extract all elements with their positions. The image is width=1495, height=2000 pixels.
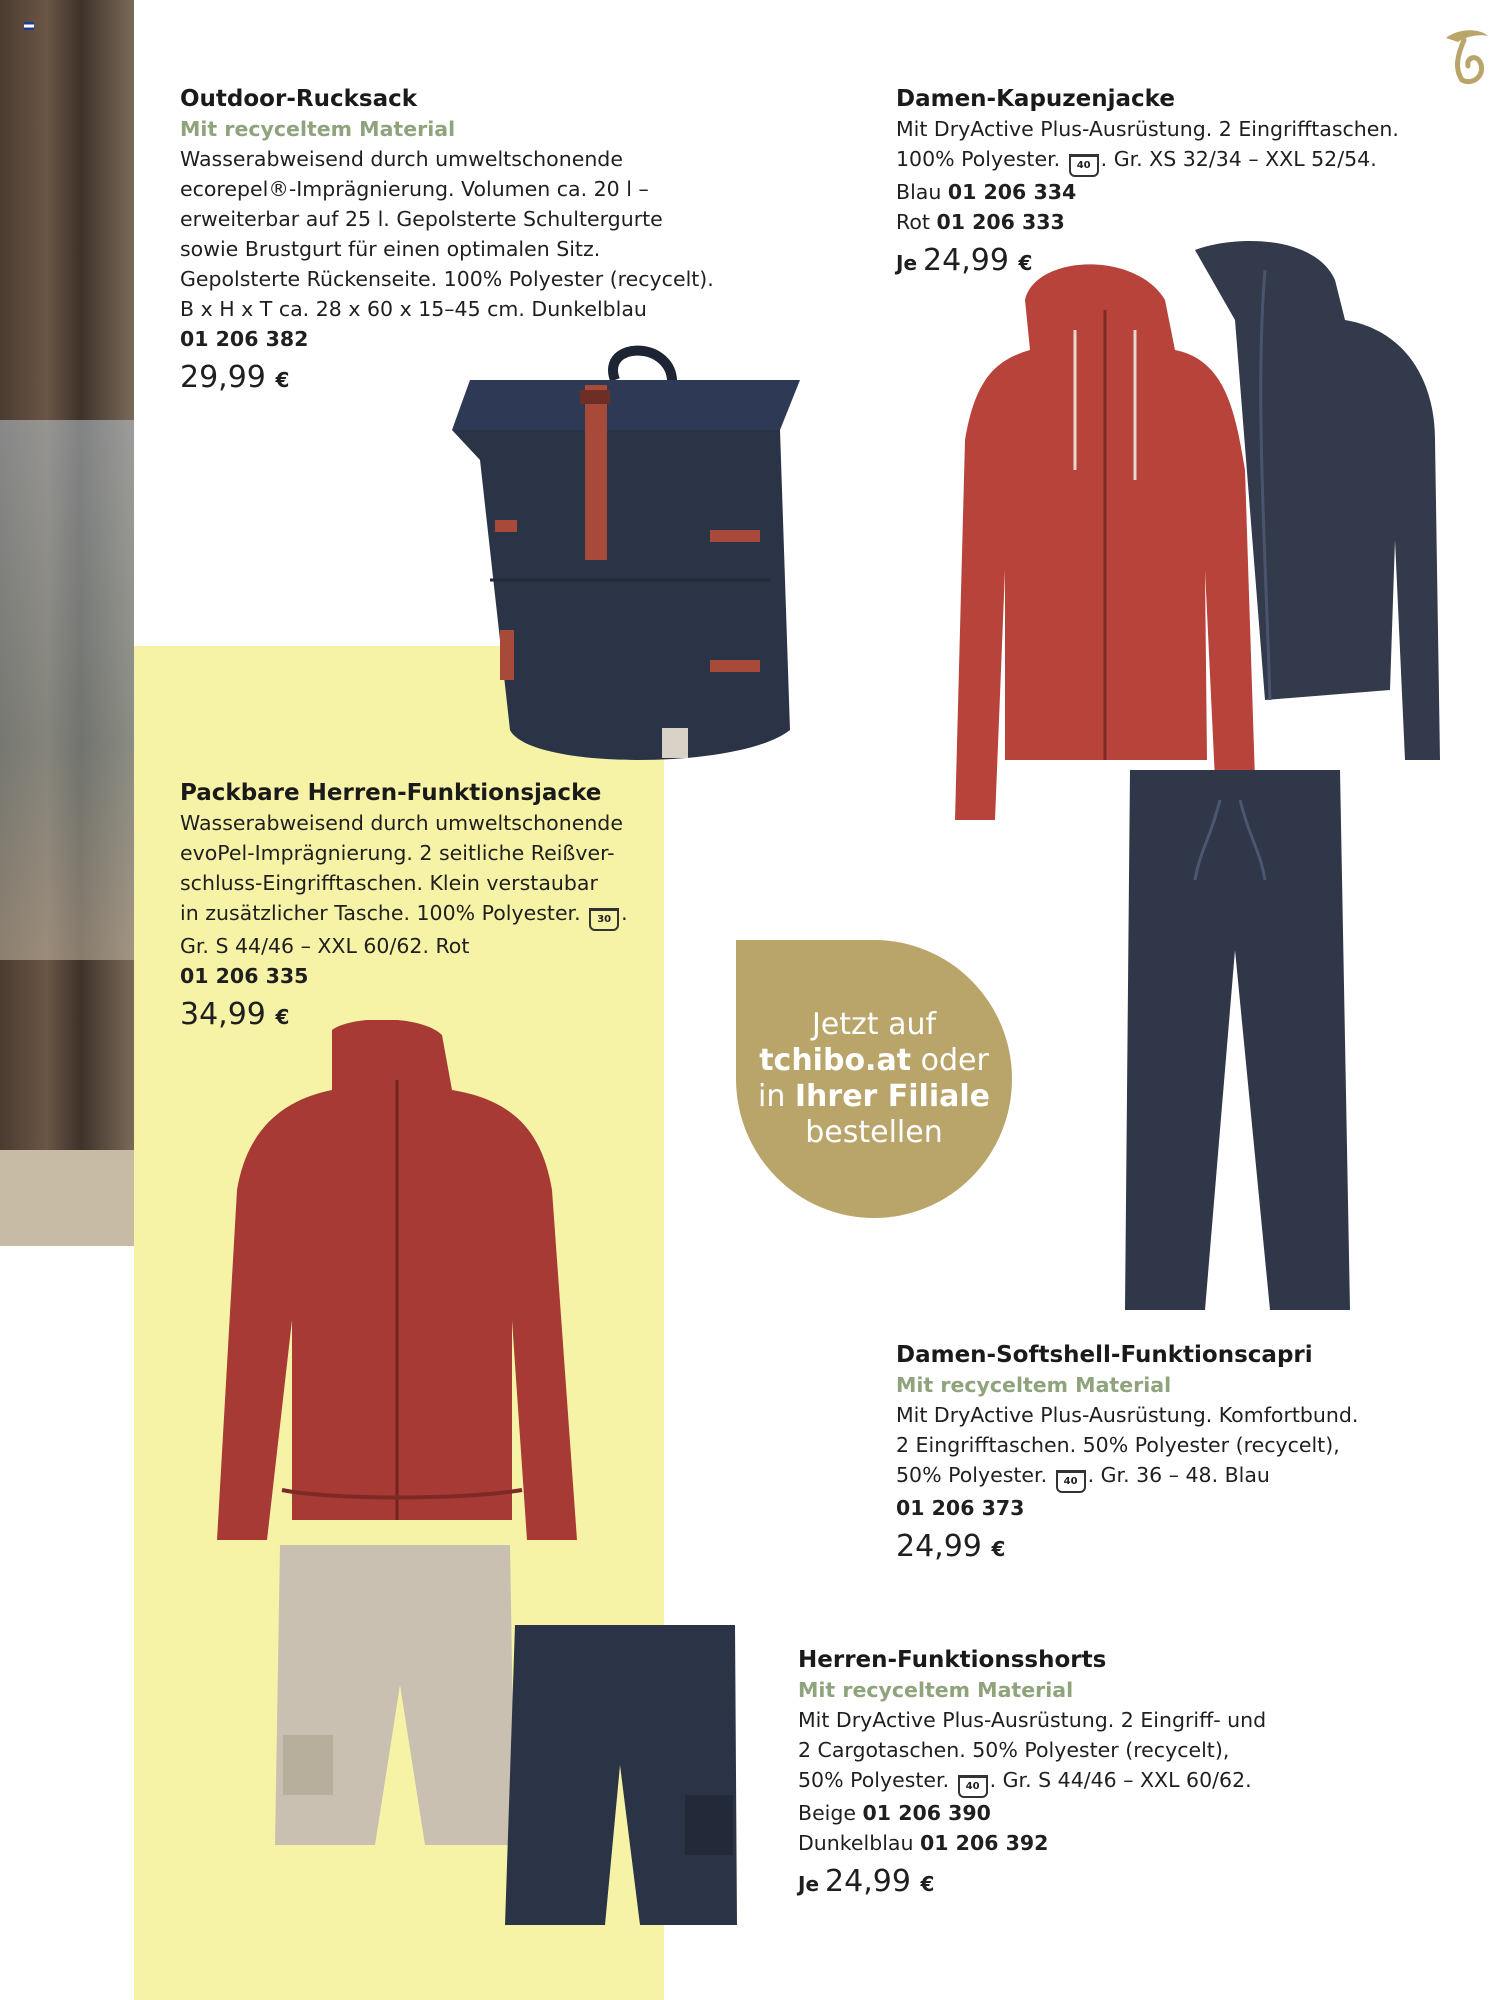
price: Je 24,99 € — [896, 243, 1033, 278]
promo-order-badge: Jetzt auf tchibo.at oder in Ihrer Filiale bestellen — [736, 940, 1012, 1218]
description-line: B x H x T ca. 28 x 60 x 15–45 cm. Dunkelblau — [180, 297, 647, 321]
description-line: erweiterbar auf 25 l. Gepolsterte Schultergurte — [180, 207, 663, 231]
product-title: Herren-Funktionsshorts — [798, 1647, 1107, 1673]
price: 24,99 € — [896, 1529, 1006, 1564]
description-line: ecorepel®-Imprägnierung. Volumen ca. 20 l – — [180, 177, 649, 201]
hoodie-image — [935, 240, 1445, 830]
mensjacket-info — [180, 778, 660, 1037]
article-number: 01 206 382 — [180, 327, 309, 351]
flag-icon — [24, 22, 34, 30]
recycled-label: Mit recyceltem Material — [896, 1373, 1172, 1397]
description-line: 100% Polyester. 40 . Gr. XS 32/34 – XXL 52/54. — [896, 144, 1476, 177]
capri-pants-image — [1110, 770, 1350, 1315]
variant-beige: Beige 01 206 390 — [798, 1801, 991, 1825]
recycled-label: Mit recyceltem Material — [798, 1678, 1074, 1702]
recycled-label: Mit recyceltem Material — [180, 117, 456, 141]
article-number: 01 206 373 — [896, 1496, 1025, 1520]
description-line: sowie Brustgurt für einen optimalen Sitz. — [180, 237, 601, 261]
description-line: evoPel-Imprägnierung. 2 seitliche Reißver- — [180, 841, 615, 865]
description-line: 50% Polyester. 40 . Gr. S 44/46 – XXL 60/62. — [798, 1765, 1458, 1798]
price: 34,99 € — [180, 997, 290, 1032]
product-title: Damen-Softshell-Funktionscapri — [896, 1342, 1313, 1368]
description-line: 2 Cargotaschen. 50% Polyester (recycelt), — [798, 1738, 1230, 1762]
variant-blue: Blau 01 206 334 — [896, 180, 1077, 204]
wash-30-icon: 30 — [589, 908, 619, 931]
product-title: Packbare Herren-Funktionsjacke — [180, 780, 602, 806]
description-line: Mit DryActive Plus-Ausrüstung. Komfortbund. — [896, 1403, 1359, 1427]
description-line: Gepolsterte Rückenseite. 100% Polyester (recycelt). — [180, 267, 714, 291]
shorts-image — [275, 1545, 745, 1925]
description-line: schluss-Eingrifftaschen. Klein verstaubar — [180, 871, 598, 895]
description-line: Mit DryActive Plus-Ausrüstung. 2 Eingriff- und — [798, 1708, 1267, 1732]
description-line: in zusätzlicher Tasche. 100% Polyester. 30 . — [180, 898, 660, 931]
description-line: Wasserabweisend durch umweltschonende — [180, 147, 623, 171]
variant-red: Rot 01 206 333 — [896, 210, 1065, 234]
shorts-info — [798, 1645, 1458, 1904]
wash-40-icon: 40 — [1069, 154, 1099, 177]
description-line: Gr. S 44/46 – XXL 60/62. Rot — [180, 934, 470, 958]
description-line: Mit DryActive Plus-Ausrüstung. 2 Eingrifftaschen. — [896, 117, 1399, 141]
price: Je 24,99 € — [798, 1864, 935, 1899]
product-title: Outdoor-Rucksack — [180, 86, 418, 112]
mens-jacket-image — [212, 1020, 582, 1550]
variant-darkblue: Dunkelblau 01 206 392 — [798, 1831, 1049, 1855]
article-number: 01 206 335 — [180, 964, 309, 988]
description-line: 2 Eingrifftaschen. 50% Polyester (recycelt), — [896, 1433, 1340, 1457]
capri-info — [896, 1340, 1476, 1569]
backpack-image — [440, 340, 810, 780]
description-line: 50% Polyester. 40 . Gr. 36 – 48. Blau — [896, 1460, 1476, 1493]
description-line: Wasserabweisend durch umweltschonende — [180, 811, 623, 835]
wash-40-icon: 40 — [1056, 1470, 1086, 1493]
price: 29,99 € — [180, 360, 290, 395]
forest-photo — [0, 0, 134, 1246]
wash-40-icon: 40 — [958, 1775, 988, 1798]
product-title: Damen-Kapuzenjacke — [896, 86, 1175, 112]
tchibo-logo-icon — [1440, 24, 1492, 88]
